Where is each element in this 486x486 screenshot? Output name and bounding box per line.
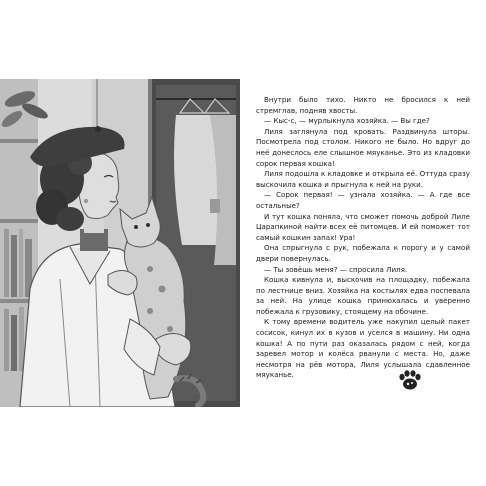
paragraph: Она спрыгнула с рук, побежала к порогу и у самой двери повернулась. — [256, 243, 470, 263]
paragraph: — Сорок первая! — узнала хозяйка. — А где все остальные? — [256, 190, 470, 210]
woman-holding-cat-illustration — [0, 79, 240, 407]
paragraph: Кошка кивнула и, выскочив на площадку, побежала по лестнице вниз. Хозяйка на костылях едва поспевала за ней. На улице кошка принюхалась и уверенно побежала к грузовику, стоящему на обочине. — [256, 275, 470, 316]
illustration — [0, 79, 240, 407]
paragraph: Лиля заглянула под кровать. Раздвинула шторы. Посмотрела под столом. Никого не было. Но вдруг до неё донеслось еле слышное мяуканье. Это из кладовки сорок первая кошка! — [256, 126, 470, 168]
paragraph: Лиля подошла к кладовке и открыла её. Оттуда сразу выскочила кошка и прыгнула к ней на руки. — [256, 169, 470, 189]
paragraph: — Кыс-с, — мурлыкнула хозяйка. — Вы где? — [264, 116, 430, 126]
paragraph: Внутри было тихо. Никто не бросился к ней стремглав, подняв хвосты. — [256, 95, 470, 115]
paragraph: К тому времени водитель уже накупил целый пакет сосисок, кинул их в кузов и уселся в машину. Ни одна кошка! А по пути раз оказалась рядом с ней, когда заревел мотор и колёса рванули с места. Но, даже несмотря на рёв мотора, Лиля услышала сдавленное мяуканье. — [256, 317, 470, 380]
story-text — [256, 95, 470, 381]
paragraph: — Ты зовёшь меня? — спросила Лиля. — [264, 264, 408, 274]
paragraph: И тут кошка поняла, что сможет помочь доброй Лиле Царапкиной найти всех её питомцев. И ей поможет тот самый кошкин запах! Ура! — [256, 211, 470, 242]
paw-print-icon — [397, 369, 423, 391]
